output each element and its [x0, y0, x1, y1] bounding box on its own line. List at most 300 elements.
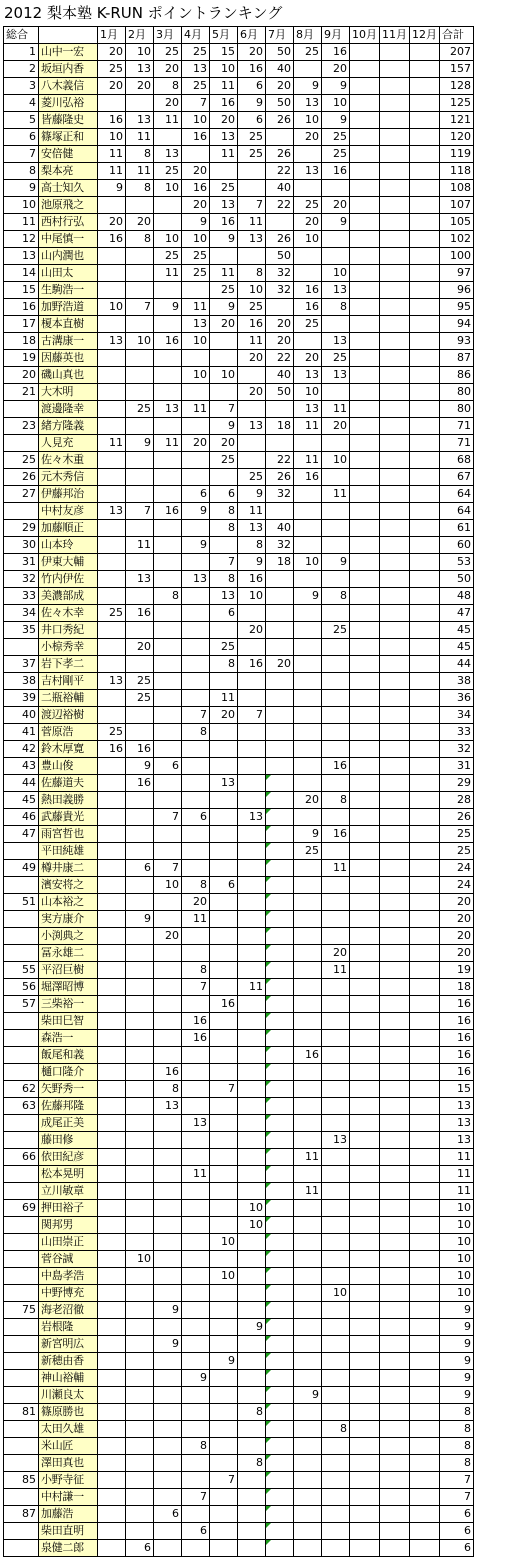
month-score-cell	[294, 486, 322, 503]
month-score-cell	[182, 469, 210, 486]
month-score-cell	[380, 724, 410, 741]
total-cell: 87	[440, 350, 474, 367]
month-score-cell	[294, 996, 322, 1013]
month-score-cell	[154, 775, 182, 792]
month-score-cell	[350, 265, 380, 282]
month-score-cell	[350, 809, 380, 826]
rank-cell: 39	[4, 690, 39, 707]
rank-cell	[4, 1540, 39, 1557]
total-cell: 6	[440, 1506, 474, 1523]
month-score-cell	[98, 1472, 126, 1489]
month-score-cell	[182, 282, 210, 299]
month-score-cell	[350, 605, 380, 622]
table-row	[4, 486, 474, 503]
month-score-cell: 8	[238, 265, 266, 282]
month-score-cell	[266, 1353, 294, 1370]
month-score-cell	[238, 741, 266, 758]
month-score-cell: 16	[294, 282, 322, 299]
month-score-cell: 20	[126, 214, 154, 231]
month-score-cell	[238, 673, 266, 690]
name-cell: 大木明	[39, 384, 98, 401]
month-score-cell	[98, 1523, 126, 1540]
month-score-cell: 32	[266, 537, 294, 554]
total-cell: 8	[440, 1404, 474, 1421]
rank-cell	[4, 877, 39, 894]
month-score-cell	[410, 1285, 440, 1302]
month-score-cell	[210, 1336, 238, 1353]
table-row	[4, 1336, 474, 1353]
month-score-cell: 9	[154, 299, 182, 316]
month-score-cell	[350, 792, 380, 809]
name-cell: 西村行弘	[39, 214, 98, 231]
rank-cell: 75	[4, 1302, 39, 1319]
month-score-cell	[294, 435, 322, 452]
month-score-cell: 10	[238, 282, 266, 299]
month-score-cell	[294, 1353, 322, 1370]
month-score-cell	[380, 163, 410, 180]
month-score-cell	[322, 911, 350, 928]
total-cell: 20	[440, 928, 474, 945]
month-score-cell: 25	[210, 452, 238, 469]
total-cell: 100	[440, 248, 474, 265]
total-cell: 38	[440, 673, 474, 690]
month-score-cell	[294, 1523, 322, 1540]
month-score-cell	[210, 945, 238, 962]
table-row	[4, 588, 474, 605]
month-score-cell	[380, 44, 410, 61]
month-score-cell	[238, 1336, 266, 1353]
month-score-cell: 8	[322, 792, 350, 809]
table-row	[4, 180, 474, 197]
rank-cell	[4, 911, 39, 928]
month-score-cell	[98, 775, 126, 792]
month-score-cell	[410, 384, 440, 401]
month-score-cell	[238, 1115, 266, 1132]
month-score-cell	[98, 486, 126, 503]
month-score-cell	[322, 1200, 350, 1217]
month-score-cell	[350, 520, 380, 537]
month-score-cell	[350, 945, 380, 962]
month-score-cell: 40	[266, 367, 294, 384]
month-score-cell	[380, 639, 410, 656]
name-cell: 小野寺征	[39, 1472, 98, 1489]
month-score-cell	[322, 1149, 350, 1166]
month-score-cell	[98, 690, 126, 707]
table-row	[4, 1370, 474, 1387]
month-score-cell	[98, 1149, 126, 1166]
header-row	[4, 27, 474, 44]
month-score-cell: 11	[238, 333, 266, 350]
total-cell: 36	[440, 690, 474, 707]
month-score-cell	[380, 1506, 410, 1523]
month-score-cell: 20	[266, 656, 294, 673]
month-score-cell	[126, 1523, 154, 1540]
name-cell: 池原飛之	[39, 197, 98, 214]
total-cell: 25	[440, 826, 474, 843]
table-row	[4, 1523, 474, 1540]
month-score-cell	[126, 1013, 154, 1030]
name-cell: 松本晃明	[39, 1166, 98, 1183]
table-row	[4, 1081, 474, 1098]
name-cell: 榎本直樹	[39, 316, 98, 333]
month-score-cell	[322, 1387, 350, 1404]
month-score-cell	[410, 554, 440, 571]
rank-cell	[4, 1336, 39, 1353]
name-cell: 三柴裕一	[39, 996, 98, 1013]
total-cell: 9	[440, 1370, 474, 1387]
month-score-cell	[182, 1353, 210, 1370]
month-score-cell	[380, 1523, 410, 1540]
month-score-cell: 13	[238, 418, 266, 435]
name-cell: 八木義信	[39, 78, 98, 95]
month-score-cell	[294, 1064, 322, 1081]
total-cell: 9	[440, 1319, 474, 1336]
name-cell: 竹内伊佐	[39, 571, 98, 588]
month-score-cell	[350, 1540, 380, 1557]
month-score-cell	[182, 639, 210, 656]
total-cell: 11	[440, 1166, 474, 1183]
total-cell: 120	[440, 129, 474, 146]
month-score-cell	[266, 1387, 294, 1404]
month-score-cell	[182, 350, 210, 367]
month-score-cell: 8	[126, 231, 154, 248]
month-score-cell: 10	[182, 367, 210, 384]
month-score-cell	[380, 95, 410, 112]
month-score-cell: 11	[322, 486, 350, 503]
month-score-cell	[350, 1353, 380, 1370]
name-cell: 柴田巳智	[39, 1013, 98, 1030]
month-score-cell	[380, 996, 410, 1013]
month-score-cell	[154, 792, 182, 809]
month-score-cell: 13	[210, 197, 238, 214]
month-score-cell	[410, 1387, 440, 1404]
month-score-cell	[322, 1506, 350, 1523]
month-score-cell: 18	[266, 418, 294, 435]
month-score-cell	[294, 1421, 322, 1438]
rank-cell	[4, 1234, 39, 1251]
month-score-cell	[294, 673, 322, 690]
month-score-cell	[182, 843, 210, 860]
month-score-cell	[410, 877, 440, 894]
month-score-cell	[350, 1285, 380, 1302]
month-score-cell	[380, 622, 410, 639]
month-score-cell	[210, 1370, 238, 1387]
table-row	[4, 299, 474, 316]
month-score-cell	[238, 1183, 266, 1200]
month-score-cell	[238, 928, 266, 945]
month-score-cell	[154, 945, 182, 962]
month-score-cell: 20	[294, 214, 322, 231]
month-score-cell: 8	[210, 571, 238, 588]
month-score-cell: 9	[294, 1387, 322, 1404]
month-score-cell	[322, 979, 350, 996]
month-score-cell	[266, 707, 294, 724]
month-score-cell	[380, 1353, 410, 1370]
month-score-cell	[410, 1030, 440, 1047]
month-score-cell	[98, 1200, 126, 1217]
month-score-cell	[380, 231, 410, 248]
rank-cell: 38	[4, 673, 39, 690]
month-score-cell	[98, 1251, 126, 1268]
total-cell: 25	[440, 843, 474, 860]
month-score-cell	[322, 741, 350, 758]
name-cell: 濱安将之	[39, 877, 98, 894]
month-score-cell	[380, 1319, 410, 1336]
table-row	[4, 384, 474, 401]
month-score-cell	[126, 1030, 154, 1047]
month-score-cell	[266, 826, 294, 843]
rank-cell: 46	[4, 809, 39, 826]
month-score-cell	[350, 1268, 380, 1285]
month-score-cell	[126, 350, 154, 367]
month-score-cell	[126, 1421, 154, 1438]
month-score-cell: 25	[182, 78, 210, 95]
month-score-cell: 13	[154, 146, 182, 163]
month-score-cell	[380, 1489, 410, 1506]
month-score-cell	[380, 1540, 410, 1557]
month-score-cell: 25	[322, 129, 350, 146]
month-score-cell	[98, 588, 126, 605]
name-cell: 山中一宏	[39, 44, 98, 61]
total-cell: 10	[440, 1234, 474, 1251]
month-score-cell: 16	[210, 996, 238, 1013]
name-cell: 渡邊隆幸	[39, 401, 98, 418]
month-score-cell	[154, 1217, 182, 1234]
rank-cell: 14	[4, 265, 39, 282]
month-score-cell: 9	[238, 95, 266, 112]
month-score-cell	[98, 1421, 126, 1438]
month-score-cell	[182, 826, 210, 843]
month-score-cell	[410, 911, 440, 928]
month-score-cell	[210, 1166, 238, 1183]
month-score-cell	[238, 1064, 266, 1081]
name-cell: 押田裕子	[39, 1200, 98, 1217]
rank-cell: 34	[4, 605, 39, 622]
name-cell: 人見充	[39, 435, 98, 452]
name-cell: 佐々木重	[39, 452, 98, 469]
table-row	[4, 656, 474, 673]
month-score-cell: 13	[154, 401, 182, 418]
table-row	[4, 95, 474, 112]
month-score-cell	[322, 1064, 350, 1081]
table-row	[4, 1200, 474, 1217]
table-row	[4, 401, 474, 418]
month-score-cell	[350, 571, 380, 588]
month-score-cell	[350, 78, 380, 95]
month-score-cell: 7	[238, 707, 266, 724]
table-row	[4, 1166, 474, 1183]
name-cell: 菱川弘裕	[39, 95, 98, 112]
month-score-cell	[154, 639, 182, 656]
month-score-cell: 10	[154, 180, 182, 197]
month-score-cell	[294, 639, 322, 656]
month-score-cell	[410, 452, 440, 469]
month-score-cell: 9	[210, 1353, 238, 1370]
month-score-cell	[322, 1336, 350, 1353]
month-score-cell	[322, 1251, 350, 1268]
month-score-cell: 7	[126, 299, 154, 316]
month-score-cell: 16	[294, 1047, 322, 1064]
month-score-cell: 13	[182, 571, 210, 588]
month-score-cell	[210, 1489, 238, 1506]
month-score-cell	[238, 248, 266, 265]
name-cell: 伊藤邦治	[39, 486, 98, 503]
month-score-cell	[410, 163, 440, 180]
month-score-cell	[266, 1302, 294, 1319]
month-score-cell: 8	[238, 1455, 266, 1472]
month-score-cell	[154, 1319, 182, 1336]
rank-cell	[4, 1319, 39, 1336]
total-cell: 8	[440, 1438, 474, 1455]
month-score-cell	[380, 282, 410, 299]
month-score-cell	[410, 503, 440, 520]
name-cell: 渡辺裕樹	[39, 707, 98, 724]
month-score-cell	[294, 775, 322, 792]
month-score-cell	[238, 1030, 266, 1047]
month-score-cell: 6	[126, 860, 154, 877]
month-score-cell	[350, 146, 380, 163]
month-score-cell: 20	[126, 639, 154, 656]
month-score-cell: 10	[294, 384, 322, 401]
month-score-cell	[350, 1047, 380, 1064]
month-score-cell: 6	[210, 605, 238, 622]
month-score-cell	[266, 1285, 294, 1302]
month-score-cell	[410, 1472, 440, 1489]
rank-cell	[4, 843, 39, 860]
month-score-cell	[410, 775, 440, 792]
month-score-cell	[126, 1064, 154, 1081]
month-score-cell	[154, 690, 182, 707]
month-score-cell	[380, 1200, 410, 1217]
month-score-cell: 6	[238, 78, 266, 95]
month-score-cell	[380, 979, 410, 996]
table-row	[4, 1030, 474, 1047]
month-score-cell	[350, 554, 380, 571]
name-cell: 山本玲	[39, 537, 98, 554]
month-score-cell: 9	[238, 486, 266, 503]
rank-cell: 19	[4, 350, 39, 367]
month-score-cell	[380, 1183, 410, 1200]
table-row	[4, 996, 474, 1013]
month-score-cell	[98, 979, 126, 996]
month-score-cell	[322, 1353, 350, 1370]
month-score-cell	[350, 1336, 380, 1353]
month-score-cell	[154, 1472, 182, 1489]
month-score-cell	[322, 996, 350, 1013]
total-cell: 20	[440, 911, 474, 928]
month-score-cell	[210, 469, 238, 486]
month-score-cell	[322, 316, 350, 333]
month-score-cell: 6	[210, 877, 238, 894]
rank-cell: 6	[4, 129, 39, 146]
month-score-cell	[98, 860, 126, 877]
month-score-cell: 10	[322, 95, 350, 112]
month-score-cell	[266, 1506, 294, 1523]
table-row	[4, 894, 474, 911]
month-score-cell	[294, 707, 322, 724]
month-score-cell	[154, 1251, 182, 1268]
month-score-cell: 13	[182, 1115, 210, 1132]
rank-cell	[4, 1217, 39, 1234]
month-score-cell: 22	[266, 197, 294, 214]
month-score-cell: 11	[154, 435, 182, 452]
month-score-cell	[322, 1540, 350, 1557]
month-score-cell: 11	[294, 1149, 322, 1166]
month-score-cell: 13	[154, 1098, 182, 1115]
month-score-cell	[294, 1268, 322, 1285]
month-score-cell	[266, 758, 294, 775]
month-score-cell	[238, 1302, 266, 1319]
month-score-cell	[294, 758, 322, 775]
month-score-cell	[154, 741, 182, 758]
name-cell: 因藤英也	[39, 350, 98, 367]
table-row	[4, 1251, 474, 1268]
month-score-cell	[380, 1387, 410, 1404]
rank-cell	[4, 1064, 39, 1081]
rank-cell: 8	[4, 163, 39, 180]
table-row	[4, 877, 474, 894]
month-score-cell: 6	[154, 758, 182, 775]
month-score-cell: 9	[154, 1336, 182, 1353]
name-cell: 伊東大輔	[39, 554, 98, 571]
month-score-cell	[322, 1166, 350, 1183]
month-score-cell	[266, 401, 294, 418]
month-score-cell	[182, 1421, 210, 1438]
month-score-cell: 25	[126, 673, 154, 690]
month-score-cell: 25	[294, 843, 322, 860]
month-score-cell: 20	[154, 928, 182, 945]
table-row	[4, 44, 474, 61]
total-cell: 47	[440, 605, 474, 622]
header-cell: 1月	[98, 27, 126, 44]
header-cell: 総合	[4, 27, 39, 44]
month-score-cell: 13	[294, 401, 322, 418]
name-cell: 緒方隆義	[39, 418, 98, 435]
month-score-cell	[322, 435, 350, 452]
month-score-cell	[322, 520, 350, 537]
month-score-cell: 6	[126, 1540, 154, 1557]
month-score-cell: 20	[98, 78, 126, 95]
total-cell: 61	[440, 520, 474, 537]
rank-cell	[4, 1251, 39, 1268]
header-cell: 12月	[410, 27, 440, 44]
month-score-cell	[380, 1251, 410, 1268]
month-score-cell	[98, 418, 126, 435]
name-cell: 中島孝浩	[39, 1268, 98, 1285]
table-row	[4, 61, 474, 78]
month-score-cell: 25	[294, 316, 322, 333]
month-score-cell	[238, 1506, 266, 1523]
month-score-cell	[410, 316, 440, 333]
month-score-cell	[98, 1489, 126, 1506]
month-score-cell	[294, 180, 322, 197]
month-score-cell	[154, 1404, 182, 1421]
month-score-cell	[238, 1268, 266, 1285]
month-score-cell	[294, 877, 322, 894]
month-score-cell	[238, 1489, 266, 1506]
month-score-cell	[350, 860, 380, 877]
month-score-cell	[182, 1506, 210, 1523]
table-row	[4, 282, 474, 299]
total-cell: 71	[440, 418, 474, 435]
month-score-cell: 11	[322, 860, 350, 877]
table-row	[4, 1472, 474, 1489]
month-score-cell	[182, 945, 210, 962]
month-score-cell	[380, 1472, 410, 1489]
month-score-cell	[380, 775, 410, 792]
rank-cell: 21	[4, 384, 39, 401]
month-score-cell: 9	[238, 554, 266, 571]
